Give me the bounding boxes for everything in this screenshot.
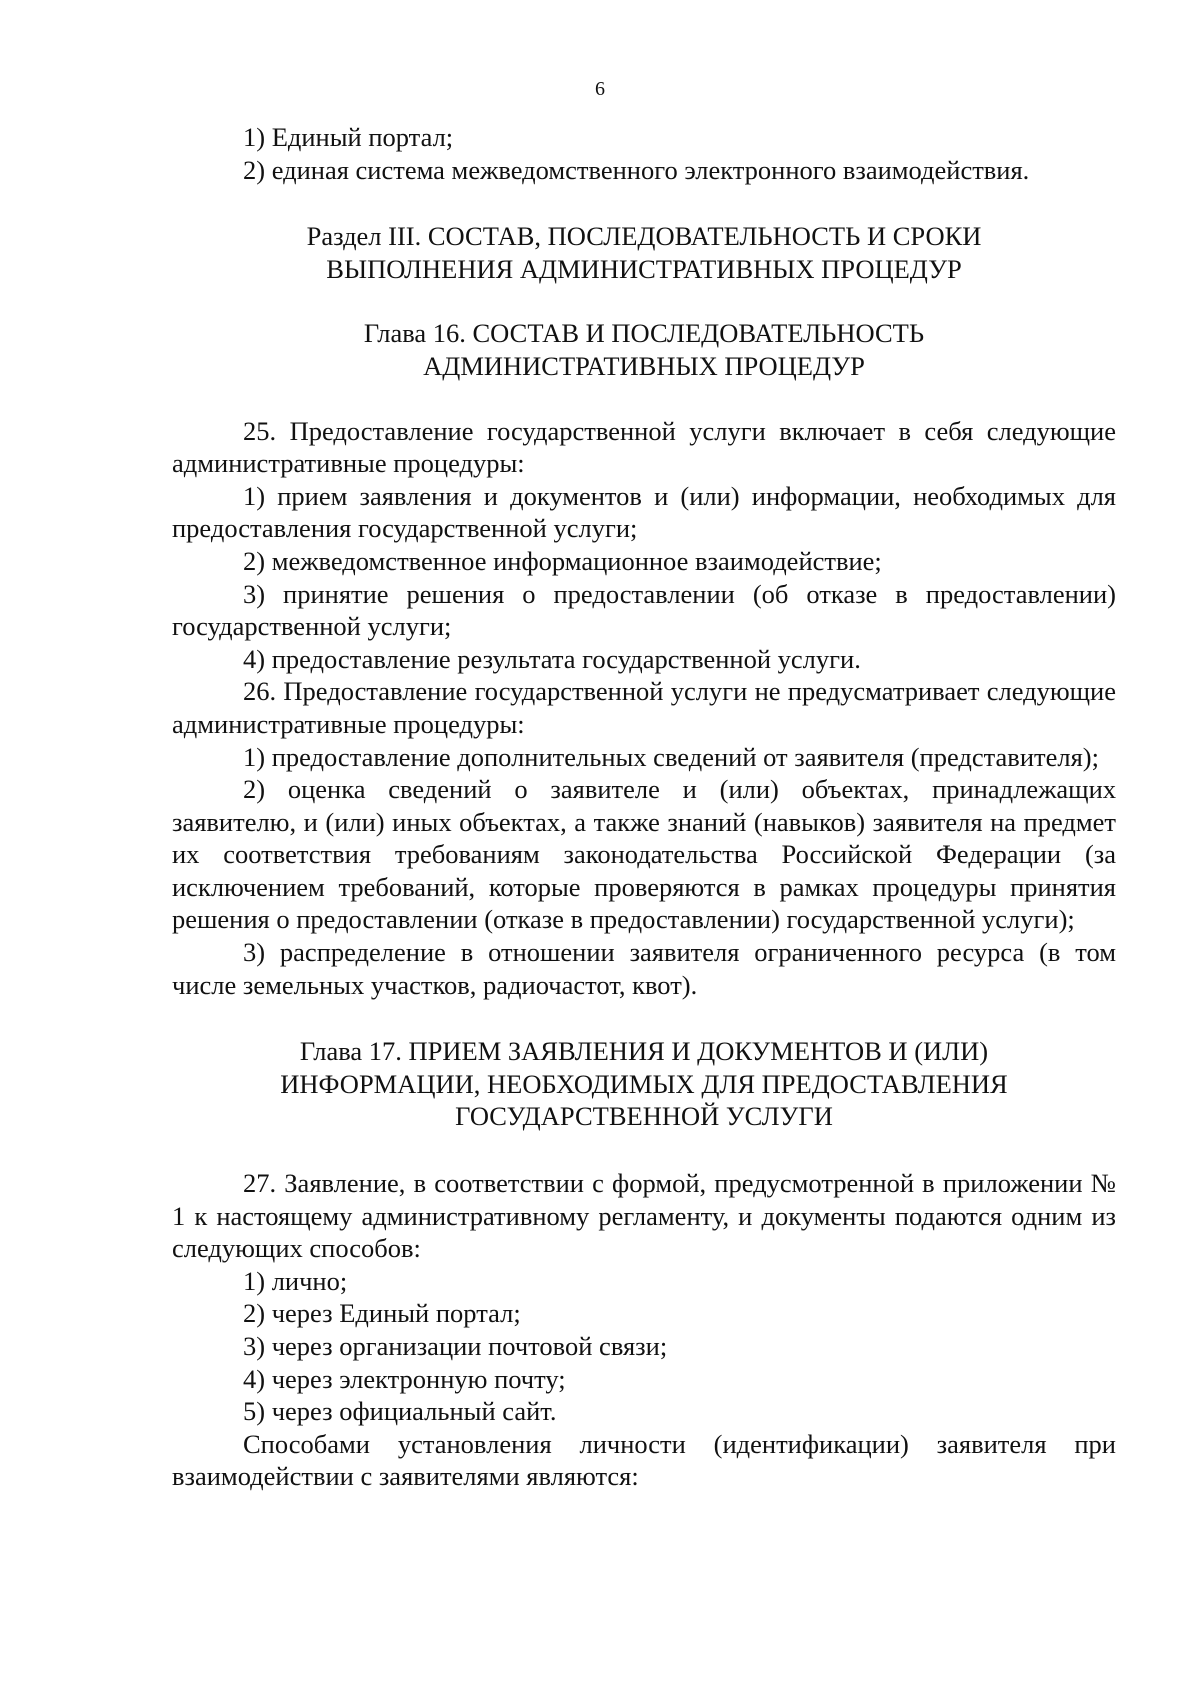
paragraph-26: 26. Предоставление государственной услуги не предусматривает следующие административные процедуры:: [172, 676, 1116, 739]
paragraph-27-item-3: 3) через организации почтовой связи;: [243, 1331, 668, 1361]
paragraph-25-item-2: 2) межведомственное информационное взаимодействие;: [243, 545, 882, 576]
paragraph-26-item-1: 1) предоставление дополнительных сведений от заявителя (представителя);: [243, 741, 1099, 772]
paragraph-27-item-2: 2) через Единый портал;: [243, 1298, 521, 1329]
chapter-17-heading-line-1: Глава 17. ПРИЕМ ЗАЯВЛЕНИЯ И ДОКУМЕНТОВ И (ИЛИ): [299, 1036, 989, 1067]
paragraph-27-item-1: 1) лично;: [243, 1265, 348, 1296]
paragraph-25-item-1: 1) прием заявления и документов и (или) информации, необходимых для предоставления государственной услуги;: [172, 480, 1116, 544]
paragraph-26-item-3: 3) распределение в отношении заявителя ограниченного ресурса (в том числе земельных участков, радиочастот, квот).: [172, 937, 1116, 1000]
chapter-17-heading: [172, 1035, 1116, 1133]
paragraph-26-item-2: 2) оценка сведений о заявителе и (или) объектах, принадлежащих заявителю, и (или) иных объектах, а также знаний (навыков) заявителя на предмет их соответствия требованиям законодательства Российской Федерации (за исключением требований, которые проверяются в рамках процедуры принятия решения о предоставлении (отказе в предоставлении) государственной услуги);: [172, 774, 1116, 935]
paragraph-27: 27. Заявление, в соответствии с формой, предусмотренной в приложении № 1 к настоящему административному регламенту, и документы подаются одним из следующих способов:: [172, 1168, 1116, 1264]
chapter-16-heading-line-1: Глава 16. СОСТАВ И ПОСЛЕДОВАТЕЛЬНОСТЬ: [363, 318, 925, 349]
page-number: 6: [595, 78, 605, 100]
paragraph-25-item-4: 4) предоставление результата государственной услуги.: [243, 643, 861, 674]
intro-item-1: 1) Единый портал;: [243, 122, 454, 152]
section-3-heading-line-1: Раздел III. СОСТАВ, ПОСЛЕДОВАТЕЛЬНОСТЬ И СРОКИ: [306, 221, 982, 252]
paragraph-identification: Способами установления личности (идентификации) заявителя при взаимодействии с заявителями являются:: [172, 1428, 1116, 1492]
chapter-17-heading-line-2: ИНФОРМАЦИИ, НЕОБХОДИМЫХ ДЛЯ ПРЕДОСТАВЛЕНИЯ: [280, 1068, 1008, 1099]
chapter-16-heading-line-2: АДМИНИСТРАТИВНЫХ ПРОЦЕДУР: [423, 350, 865, 381]
paragraph-27-item-5: 5) через официальный сайт.: [243, 1396, 557, 1427]
chapter-16-heading: [172, 317, 1116, 382]
chapter-17-heading-line-3: ГОСУДАРСТВЕННОЙ УСЛУГИ: [455, 1101, 833, 1132]
intro-item-2: 2) единая система межведомственного электронного взаимодействия.: [243, 154, 1030, 185]
document-body: [172, 121, 1116, 1493]
paragraph-25-item-3: 3) принятие решения о предоставлении (об отказе в предоставлении) государственной услуги;: [172, 578, 1116, 642]
paragraph-27-item-4: 4) через электронную почту;: [243, 1363, 566, 1394]
section-3-heading: [172, 220, 1116, 285]
paragraph-25: 25. Предоставление государственной услуги включает в себя следующие административные процедуры:: [172, 415, 1116, 479]
section-3-heading-line-2: ВЫПОЛНЕНИЯ АДМИНИСТРАТИВНЫХ ПРОЦЕДУР: [326, 253, 962, 284]
